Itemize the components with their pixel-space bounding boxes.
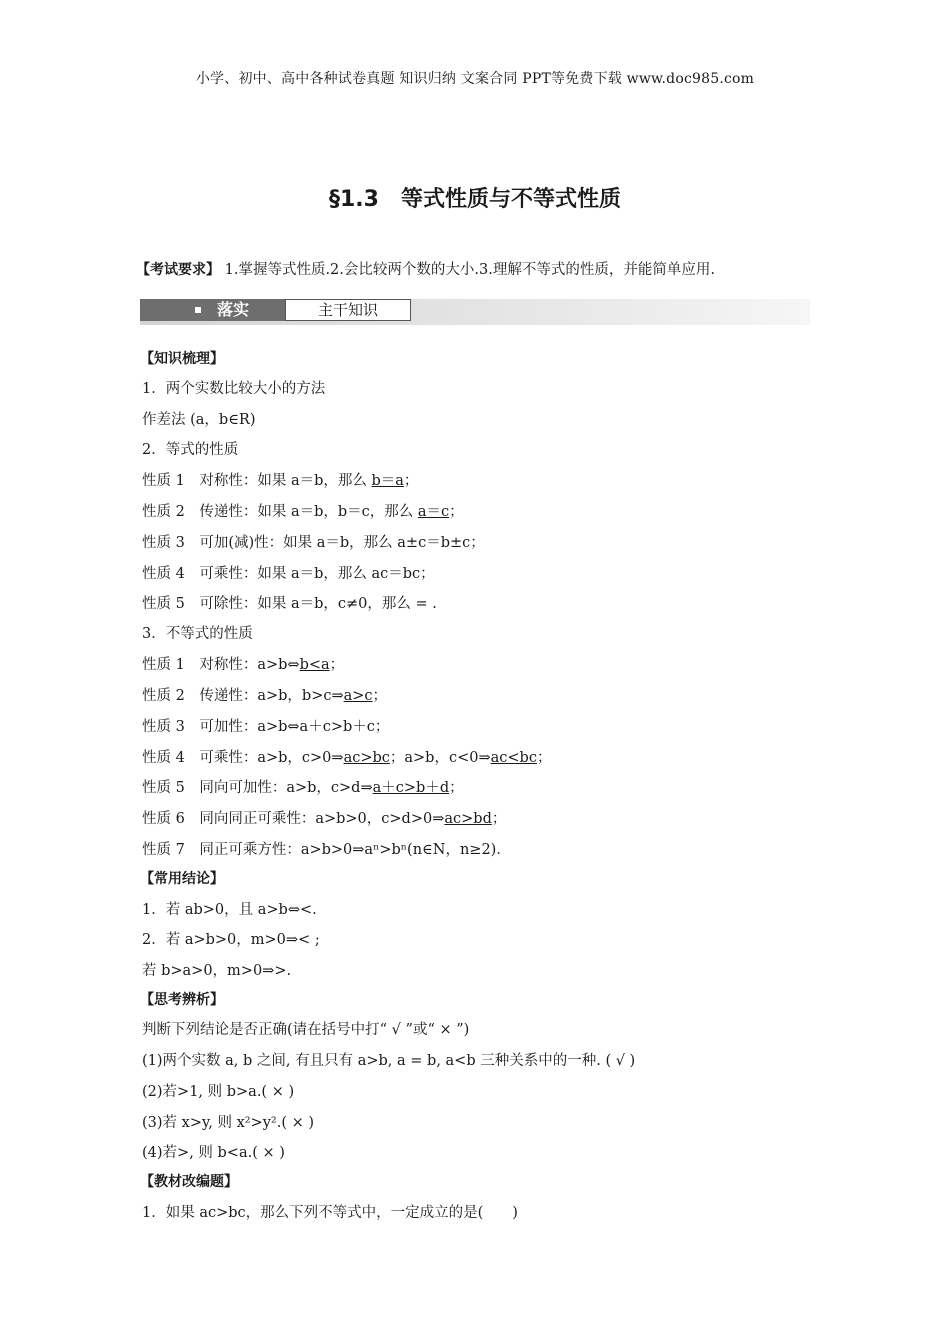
answer-blank: a>c: [343, 688, 373, 704]
text-line: [142, 653, 344, 674]
text-part: ；: [449, 504, 464, 520]
requirement-tag: 【考试要求】: [136, 262, 220, 278]
text-line: (3)若 x>y, 则 x²>y².( × ): [142, 1115, 315, 1131]
text-line: 1．如果 ac>bc，那么下列不等式中，一定成立的是( ): [142, 1205, 518, 1221]
text-line: 若 b>a>0，m>0⇒>.: [142, 963, 292, 979]
text-line: 3．不等式的性质: [142, 626, 253, 642]
page-title: §1.3 等式性质与不等式性质: [329, 187, 621, 212]
text-part: 性质 2 传递性：a>b，b>c⇒: [142, 688, 344, 704]
text-line: 作差法 (a，b∈R): [142, 412, 256, 428]
text-line: [142, 746, 551, 767]
text-line: [142, 807, 506, 828]
section-thinking: 【思考辨析】: [140, 992, 224, 1008]
text-line: 性质 4 可乘性：如果 a＝b，那么 ac＝bc；: [142, 566, 435, 582]
text-part: ；: [449, 780, 464, 796]
requirement-text: 1.掌握等式性质.2.会比较两个数的大小.3.理解不等式的性质，并能简单应用.: [224, 262, 715, 278]
section-knowledge: 【知识梳理】: [140, 351, 224, 367]
answer-blank: b＝a: [371, 473, 404, 489]
banner-right-label: 主干知识: [285, 299, 411, 321]
text-line: 性质 5 可除性：如果 a＝b，c≠0，那么 = .: [142, 596, 437, 612]
answer-blank: a＋c>b＋d: [372, 780, 450, 796]
text-part: 性质 1 对称性：a>b⇔: [142, 657, 300, 673]
text-part: ；: [403, 473, 419, 489]
exam-requirement: [136, 258, 816, 279]
text-line: 判断下列结论是否正确(请在括号中打“ √ ”或“ × ”): [142, 1022, 470, 1038]
text-part: ；: [536, 750, 552, 766]
text-part: 性质 1 对称性：如果 a＝b，那么: [142, 473, 372, 489]
text-part: ；a>b，c<0⇒: [389, 750, 491, 766]
text-line: [142, 469, 418, 490]
answer-blank: ac>bc: [343, 750, 390, 766]
text-line: [142, 776, 464, 797]
text-part: 性质 6 同向同正可乘性：a>b>0，c>d>0⇒: [142, 811, 445, 827]
section-textbook: 【教材改编题】: [140, 1174, 238, 1190]
text-line: 性质 3 可加(减)性：如果 a＝b，那么 a±c＝b±c；: [142, 535, 485, 551]
text-line: 2．等式的性质: [142, 442, 239, 458]
text-part: 性质 4 可乘性：a>b，c>0⇒: [142, 750, 344, 766]
text-line: 性质 7 同正可乘方性：a>b>0⇒aⁿ>bⁿ(n∈N，n≥2)．: [142, 842, 511, 858]
text-line: 1．若 ab>0，且 a>b⇔<.: [142, 902, 317, 918]
text-line: 性质 3 可加性：a>b⇔a＋c>b＋c；: [142, 719, 390, 735]
text-part: ；: [329, 657, 345, 673]
answer-blank: b<a: [299, 657, 330, 673]
banner-left-label: 落实: [217, 300, 250, 319]
section-conclusions: 【常用结论】: [140, 871, 224, 887]
banner-left: [140, 299, 285, 321]
text-part: 性质 2 传递性：如果 a＝b，b＝c，那么: [142, 504, 418, 520]
text-part: ；: [491, 811, 507, 827]
answer-blank: ac<bc: [490, 750, 537, 766]
square-bullet-icon: [195, 307, 201, 313]
text-line: [142, 684, 387, 705]
page-header: 小学、初中、高中各种试卷真题 知识归纳 文案合同 PPT等免费下载 www.doc985.com: [195, 71, 755, 87]
text-line: 1．两个实数比较大小的方法: [142, 381, 326, 397]
text-line: (2)若>1, 则 b>a.( × ): [142, 1084, 295, 1100]
text-line: (1)两个实数 a, b 之间, 有且只有 a>b, a = b, a<b 三种关系中的一种. ( √ ): [142, 1053, 636, 1069]
text-line: 2．若 a>b>0，m>0⇒< ;: [142, 932, 320, 948]
text-part: ；: [372, 688, 388, 704]
text-part: 性质 5 同向可加性：a>b，c>d⇒: [142, 780, 373, 796]
text-line: (4)若>, 则 b<a.( × ): [142, 1145, 285, 1161]
answer-blank: a＝c: [417, 504, 450, 520]
text-line: [142, 500, 464, 521]
answer-blank: ac>bd: [444, 811, 492, 827]
section-banner: [140, 299, 810, 325]
